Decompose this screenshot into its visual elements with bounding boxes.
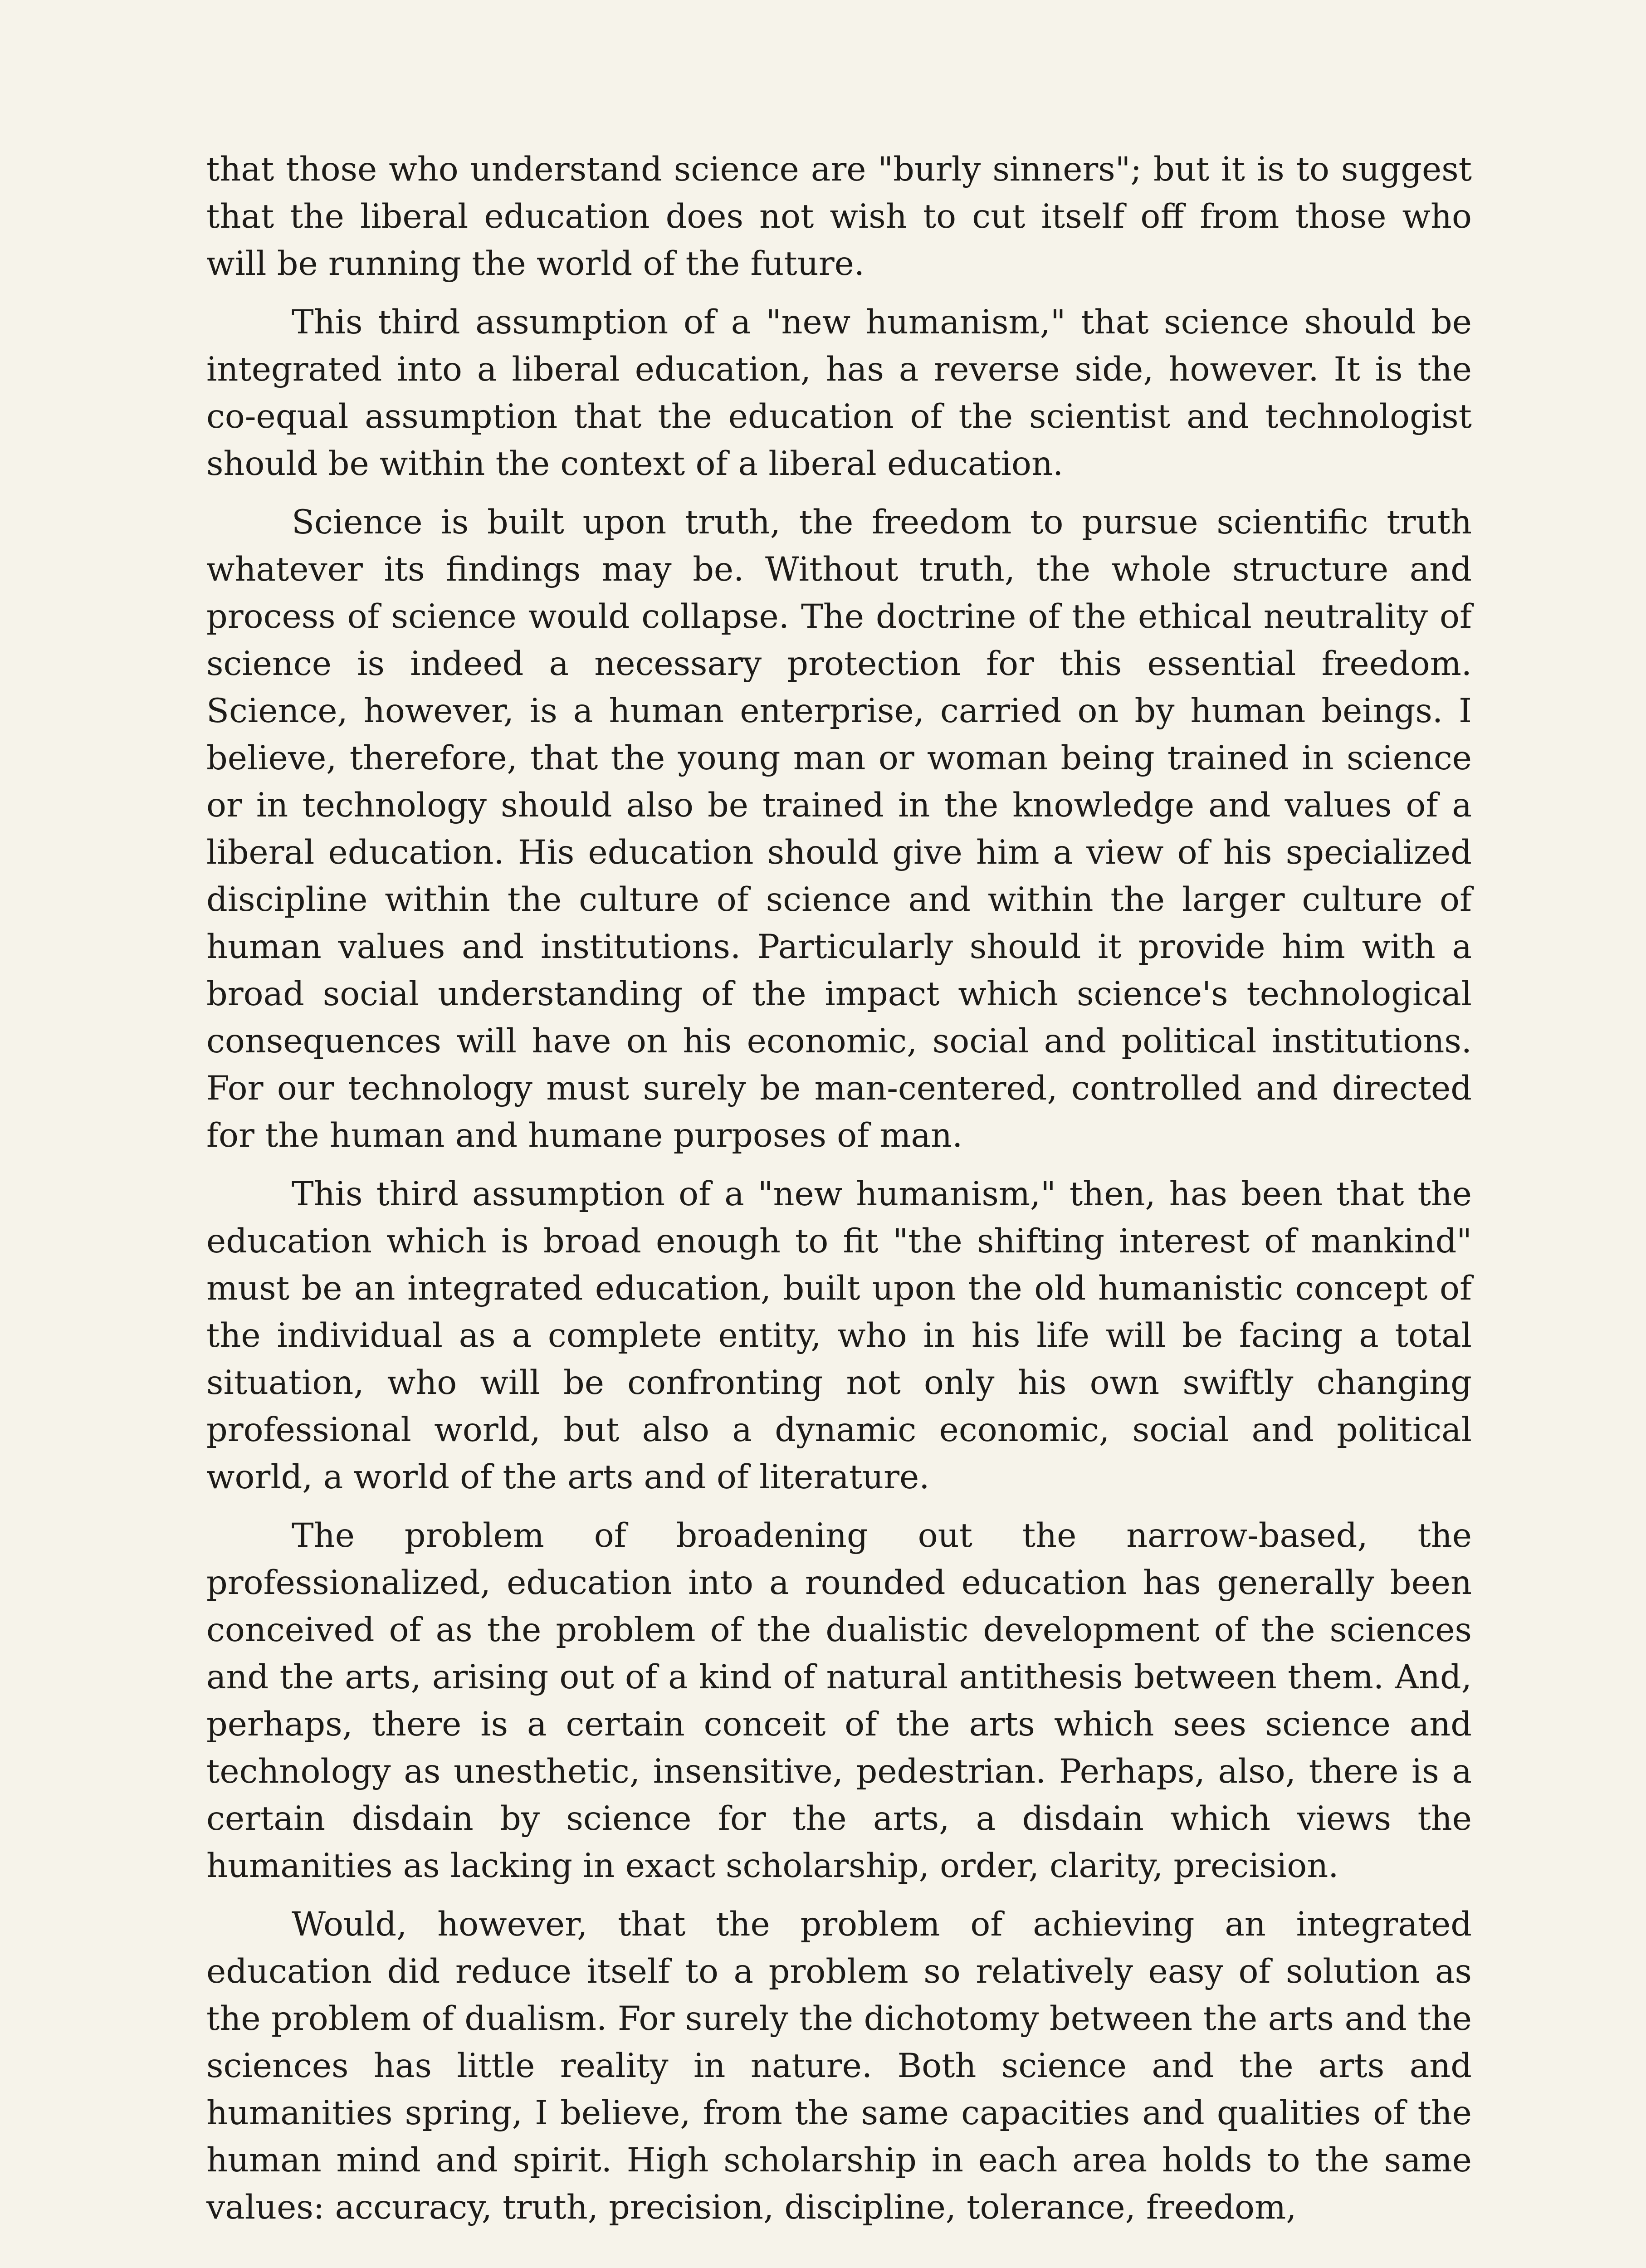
body-text <box>206 146 1472 2243</box>
paragraph-continuation: that those who understand science are "burly sinners"; but it is to suggest that the liberal education does not wish to cut itself off from those who will be running the world of the future. <box>206 150 1472 283</box>
paragraph-third-assumption: This third assumption of a "new humanism," that science should be integrated into a liberal education, has a reverse side, however. It is the co-equal assumption that the education of the scientist and technologist should be within the context of a liberal education. <box>206 303 1472 483</box>
paragraph-new-humanism: This third assumption of a "new humanism," then, has been that the education which is broad enough to fit "the shifting interest of mankind" must be an integrated education, built upon the old humanistic concept of the individual as a complete entity, who in his life will be facing a total situation, who will be confronting not only his own swiftly changing professional world, but also a dynamic economic, social and political world, a world of the arts and of literature. <box>206 1175 1472 1496</box>
paragraph-dualism: Would, however, that the problem of achieving an integrated education did reduce itself to a problem so relatively easy of solution as the problem of dualism. For surely the dichotomy between the arts and the sciences has little reality in nature. Both science and the arts and humanities spring, I believe, from the same capacities and qualities of the human mind and spirit. High scholarship in each area holds to the same values: accuracy, truth, precision, discipline, tolerance, freedom, <box>206 1905 1472 2227</box>
paragraph-broadening: The problem of broadening out the narrow-based, the professionalized, education into a rounded education has generally been conceived of as the problem of the dualistic development of the sciences and the arts, arising out of a kind of natural antithesis between them. And, perhaps, there is a certain conceit of the arts which sees science and technology as unesthetic, insensitive, pedestrian. Perhaps, also, there is a certain disdain by science for the arts, a disdain which views the humanities as lacking in exact scholarship, order, clarity, precision. <box>206 1516 1472 1885</box>
paragraph-science-truth: Science is built upon truth, the freedom to pursue scientific truth whatever its findings may be. Without truth, the whole structure and process of science would collapse. The doctrine of the ethical neutrality of science is indeed a necessary protection for this essential freedom. Science, however, is a human enterprise, carried on by human beings. I believe, therefore, that the young man or woman being trained in science or in technology should also be trained in the knowledge and values of a liberal education. His education should give him a view of his specialized discipline within the culture of science and within the larger culture of human values and institutions. Particularly should it provide him with a broad social understanding of the impact which science's technological consequences will have on his economic, social and political institutions. For our technology must surely be man-centered, controlled and directed for the human and humane purposes of man. <box>206 503 1472 1155</box>
